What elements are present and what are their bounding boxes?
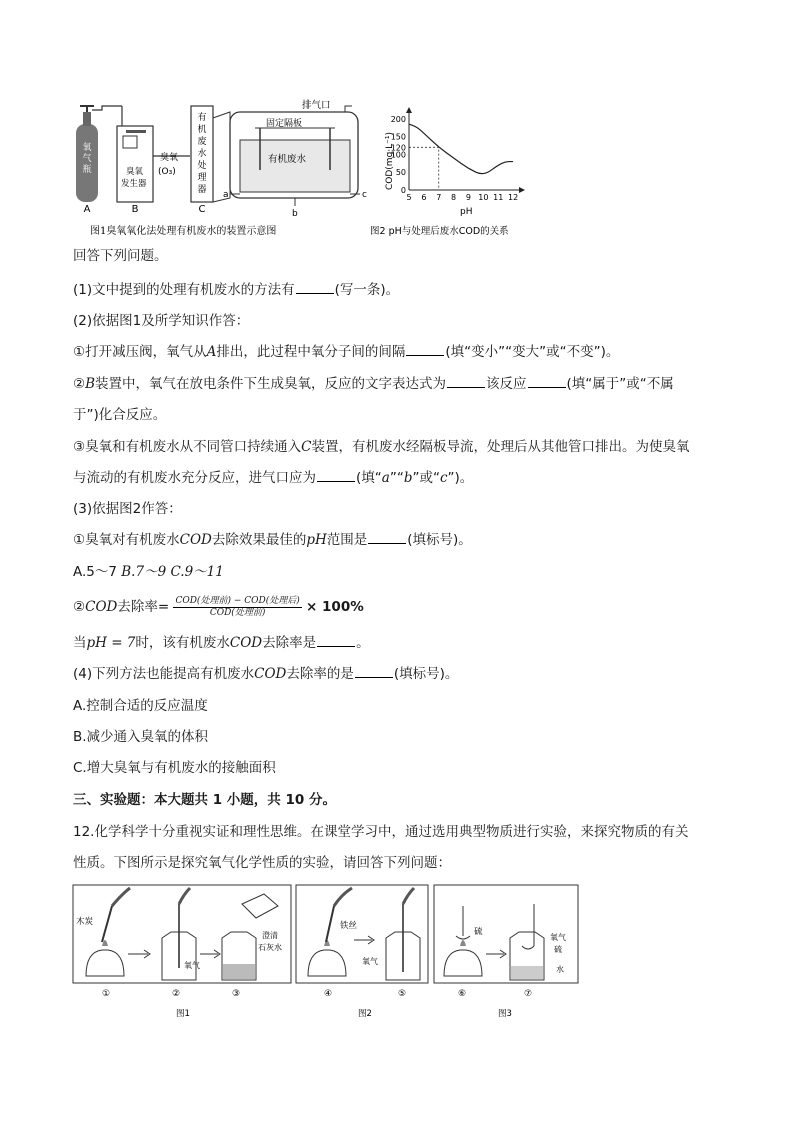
q3-option-bc: B.7～9 C.9～11 (121, 564, 224, 580)
q2-2-var-B: B (85, 376, 96, 392)
reference-dashed-line (409, 147, 439, 190)
q2-3-text-g: ”)。 (447, 470, 474, 486)
q1-text: (1)文中提到的处理有机废水的方法有 (73, 282, 295, 298)
q4-option-c (73, 758, 276, 778)
q2-1-var-A: A (206, 344, 217, 360)
processor-box (191, 106, 213, 215)
q1-line (73, 280, 399, 300)
q3-2-num: ② (73, 599, 86, 615)
fig1-caption: 图1臭氧氧化法处理有机废水的装置示意图 (90, 226, 277, 237)
cod-removal-fraction (173, 596, 301, 619)
y-tick-label: 120 (390, 143, 406, 153)
q3-3-text-d: 。 (356, 635, 370, 651)
port-a: a (223, 190, 229, 200)
series-line (409, 124, 513, 173)
q4-option-c-text: C.增大臭氧与有机废水的接触面积 (73, 760, 276, 776)
processor-char-3: 废 (197, 137, 207, 147)
q3-1-text-b: 去除效果最佳的 (211, 532, 307, 548)
y-axis-arrow (406, 107, 412, 113)
step-7: ⑦ (524, 989, 533, 999)
step-5: ⑤ (398, 989, 407, 999)
tank-detail (213, 99, 367, 219)
charcoal-label: 木炭 (76, 917, 94, 927)
x-axis-arrow (519, 187, 525, 193)
oxygen-label-1: 氧气 (184, 961, 200, 970)
sulfur-label-2: 硫 (554, 945, 562, 954)
q3-2-times: × 100% (306, 599, 364, 615)
exhaust-label: 排气口 (302, 100, 331, 111)
ozone-generator (117, 126, 190, 215)
fraction-numerator: COD(处理前) − COD(处理后) (175, 595, 300, 606)
q12-text-b: 性质。下图所示是探究氧气化学性质的实验，请回答下列问题： (73, 855, 451, 871)
top-figures (70, 98, 550, 240)
limewater-label-1: 澄清 (262, 931, 278, 940)
processor-char-5: 处 (197, 161, 207, 171)
q2-2-line-cont (73, 405, 166, 425)
q2-1-text: ①打开减压阀，氧气从 (73, 344, 207, 360)
section-3-text: 三、实验题：本大题共 1 小题，共 10 分。 (73, 792, 336, 808)
q2-line (73, 311, 249, 331)
water-label: 水 (556, 965, 564, 974)
q4-cod: COD (254, 666, 287, 682)
q3-2-text: 去除率 (117, 599, 158, 615)
processor-char-1: 有 (197, 113, 207, 123)
q2-2-num: ② (73, 376, 86, 392)
step-3: ③ (232, 989, 241, 999)
section-3-heading (73, 790, 336, 810)
step-4: ④ (324, 989, 333, 999)
q4-option-a-text: A.控制合适的反应温度 (73, 698, 208, 714)
q2-1-text-b: 排出，此过程中氧分子间的间隔 (216, 344, 406, 360)
cylinder-label-2: 气 (82, 154, 92, 164)
q3-3-text-b: 时，该有机废水 (135, 635, 230, 651)
answer-blank-q3-3[interactable] (317, 634, 355, 647)
q4-option-b (73, 727, 208, 747)
intro-line (73, 246, 168, 266)
q12-line (73, 822, 688, 842)
q2-2-text-c: 该反应 (486, 376, 527, 392)
fig2-caption: 图2 pH与处理后废水COD的关系 (370, 226, 509, 237)
x-tick-label: 8 (451, 193, 457, 202)
y-tick-label: 50 (395, 168, 406, 178)
q4-line (73, 664, 458, 684)
chart-marks (409, 124, 513, 190)
ozone-formula: (O₃) (158, 167, 176, 177)
q2-text: (2)依据图1及所学知识作答： (73, 313, 250, 329)
label-C: C (198, 204, 206, 215)
sulfur-label: 硫 (474, 927, 483, 937)
x-tick-label: 11 (493, 193, 504, 202)
bottom-figures (72, 884, 582, 1019)
processor-char-4: 水 (197, 149, 207, 159)
q12-line-cont (73, 853, 451, 873)
panel-1-caption: 图1 (176, 1009, 190, 1019)
q2-2-text-d: (填“属于”或“不属 (566, 376, 674, 392)
generator-label-1: 臭氧 (126, 167, 144, 177)
step-2: ② (172, 989, 181, 999)
q4-option-a (73, 696, 208, 716)
q2-3-text: ③臭氧和有机废水从不同管口持续通入 (73, 439, 302, 455)
q2-3-var-C: C (301, 439, 312, 455)
processor-char-6: 理 (197, 173, 207, 183)
q3-1-ph: pH (306, 532, 327, 548)
x-tick-label: 6 (421, 193, 427, 202)
q2-3-var-c: c (439, 470, 448, 486)
text-l0: 回答下列问题。 (73, 248, 168, 264)
x-tick-label: 7 (436, 193, 442, 202)
q2-1-line (73, 342, 619, 362)
q3-options-line (73, 562, 224, 582)
q3-3-ph: pH = 7 (86, 635, 136, 651)
chart-xlabel: pH (460, 207, 473, 217)
processor-char-2: 机 (197, 125, 207, 135)
q4-text-b: 去除率的是 (286, 666, 354, 682)
q2-2-text-e: 于”)化合反应。 (73, 407, 167, 423)
answer-blank-q2-2b[interactable] (528, 375, 566, 388)
y-tick-label: 100 (390, 150, 406, 160)
answer-blank-q4[interactable] (355, 665, 393, 678)
answer-blank-q2-1[interactable] (406, 343, 444, 356)
q2-1-text-c: (填“变小”“变大”或“不变”)。 (445, 344, 620, 360)
q2-3-var-a: a (381, 470, 390, 486)
wire-label: 铁丝 (340, 921, 358, 931)
step-6: ⑥ (458, 989, 467, 999)
q3-text: (3)依据图2作答： (73, 501, 182, 517)
cylinder-label-3: 瓶 (82, 165, 92, 175)
q3-option-a: A.5～7 (73, 564, 122, 580)
q2-3-line-cont (73, 468, 473, 488)
q3-3-cod: COD (229, 635, 263, 651)
x-tick-label: 10 (478, 193, 489, 202)
panel-1 (73, 885, 291, 1019)
step-1: ① (102, 989, 111, 999)
q3-2-formula-line (73, 594, 364, 620)
q2-3-text-b: 装置，有机废水经隔板导流，处理后从其他管口排出。为使臭氧 (311, 439, 690, 455)
x-tick-label: 9 (465, 193, 472, 202)
q3-3-text-c: 去除率是 (262, 635, 317, 651)
q2-2-text: 装置中，氧气在放电条件下生成臭氧，反应的文字表达式为 (95, 376, 447, 392)
answer-blank-q2-3[interactable] (317, 469, 355, 482)
fraction-denominator: COD(处理前) (209, 607, 266, 618)
ozone-label: 臭氧 (160, 153, 179, 163)
q4-text-c: (填标号)。 (393, 666, 459, 682)
chart-ylabel: COD(mg·L⁻¹) (385, 131, 395, 190)
q1-text-end: (写一条)。 (334, 282, 400, 298)
label-B: B (131, 204, 139, 215)
q4-text: (4)下列方法也能提高有机废水 (73, 666, 255, 682)
q2-3-text-c: 与流动的有机废水充分反应，进气口应为 (73, 470, 316, 486)
panel-2 (296, 885, 428, 1019)
q3-1-text: ①臭氧对有机废水 (73, 532, 180, 548)
limewater-label-2: 石灰水 (258, 943, 282, 952)
q3-line (73, 499, 182, 519)
y-tick-label: 150 (390, 132, 406, 142)
oxygen-cylinder (76, 106, 122, 215)
q3-2-cod: COD (85, 599, 118, 615)
baffle-label: 固定隔板 (266, 119, 303, 129)
q3-3-line (73, 633, 370, 653)
q3-1-cod: COD (179, 532, 212, 548)
cylinder-label-1: 氧 (82, 143, 92, 153)
y-tick-label: 200 (390, 114, 406, 124)
answer-blank-q1[interactable] (296, 281, 334, 294)
x-tick-label: 5 (406, 193, 412, 202)
q4-option-b-text: B.减少通入臭氧的体积 (73, 729, 209, 745)
panel-3-caption: 图3 (498, 1009, 512, 1019)
q2-3-text-e: ”“ (389, 470, 404, 486)
q2-2-line (73, 374, 674, 394)
q3-1-text-d: (填标号)。 (407, 532, 472, 548)
port-c: c (362, 190, 367, 200)
q2-3-text-f: ”或“ (412, 470, 440, 486)
oxygen-label-3: 氧气 (550, 933, 566, 942)
q3-1-text-c: 范围是 (326, 532, 368, 548)
q3-1-line (73, 530, 472, 550)
answer-blank-q2-2a[interactable] (447, 375, 485, 388)
panel-3 (434, 885, 578, 1019)
x-tick-label: 12 (507, 193, 519, 202)
wastewater-label: 有机废水 (268, 154, 307, 165)
y-tick-label: 0 (400, 186, 406, 195)
port-b: b (292, 209, 298, 219)
oxygen-label-2: 氧气 (362, 957, 378, 966)
panel-2-caption: 图2 (358, 1009, 372, 1019)
q3-2-eq: = (157, 599, 170, 615)
q2-3-line (73, 437, 689, 457)
answer-blank-q3-1[interactable] (368, 531, 406, 544)
q2-3-var-b: b (403, 470, 413, 486)
processor-char-7: 器 (197, 185, 207, 195)
generator-label-2: 发生器 (121, 179, 147, 189)
q12-text: 12.化学科学十分重视实证和理性思维。在课堂学习中，通过选用典型物质进行实验，来探究物质的有关 (73, 824, 689, 840)
label-A: A (83, 204, 91, 215)
q2-3-text-d: (填“ (356, 470, 382, 486)
q3-3-text: 当 (73, 635, 87, 651)
cod-chart (385, 107, 525, 217)
